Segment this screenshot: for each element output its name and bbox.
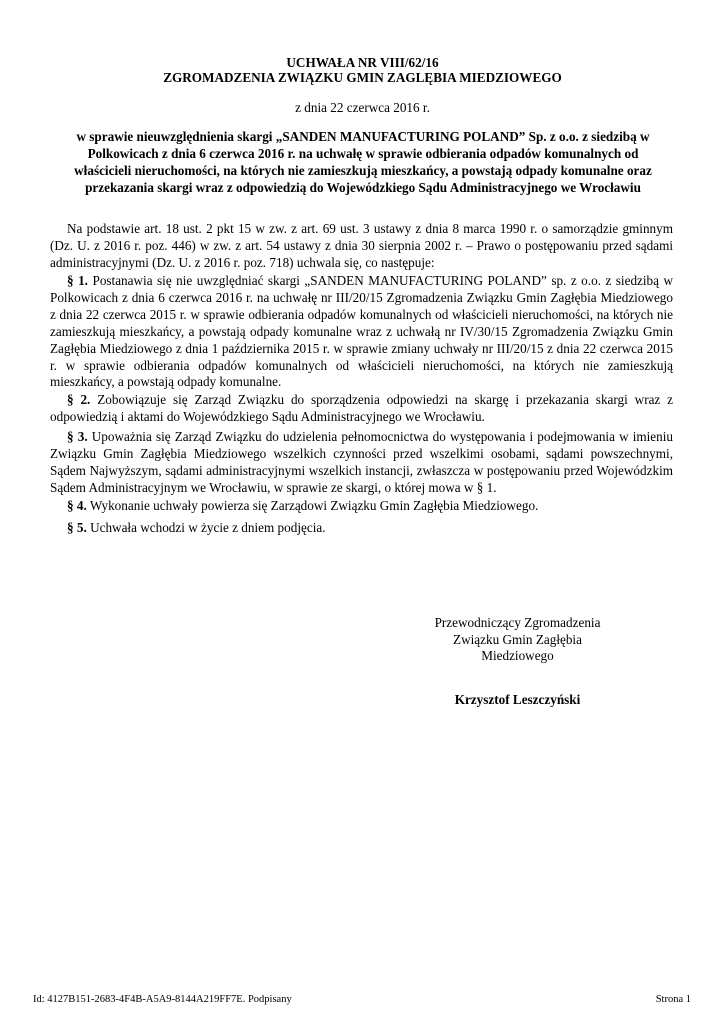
signatory-title-line-3: Miedziowego — [481, 648, 554, 663]
document-id: Id: 4127B151-2683-4F4B-A5A9-8144A219FF7E. Podpisany — [33, 994, 292, 1005]
resolution-date: z dnia 22 czerwca 2016 r. — [295, 100, 430, 115]
paragraph-5-label: § 5. — [67, 520, 87, 535]
paragraph-1-text: Postanawia się nie uwzględniać skargi „SANDEN MANUFACTURING POLAND” sp. z o.o. z siedzibą w Polkowicach z dnia 6 czerwca 2016 r. na uchwałę nr III/20/15 Zgromadzenia Związku Gmin Zagłębia Miedziowego z dnia 22 czerwca 2015 r. w sprawie odbierania odpadów komunalnych od właścicieli nieruchomości, na których nie zamieszkują mieszkańcy, a powstają odpady komunalne wraz z uchwałą nr IV/30/15 Zgromadzenia Związku Gmin Zagłębia Miedziowego z dnia 1 października 2015 r. w sprawie zmiany uchwały nr III/20/15 z dnia 22 czerwca 2015 r. w sprawie odbierania odpadów komunalnych od właścicieli nieruchomości, na których nie zamieszkują mieszkańcy, a powstają odpady komunalne. — [50, 273, 674, 390]
signatory-name: Krzysztof Leszczyński — [454, 692, 581, 707]
resolution-issuer: ZGROMADZENIA ZWIĄZKU GMIN ZAGLĘBIA MIEDZIOWEGO — [163, 70, 562, 85]
paragraph-5-text: Uchwała wchodzi w życie z dniem podjęcia. — [90, 520, 326, 535]
paragraph-5 — [50, 520, 673, 537]
paragraph-1 — [50, 273, 673, 391]
paragraph-3-text: Upoważnia się Zarząd Związku do udzielenia pełnomocnictwa do występowania i podejmowania w imieniu Związku Gmin Zagłębia Miedziowego wszelkich czynności przed wszelkimi osobami, sądami powszechnymi, Sądem Najwyższym, sądami administracyjnymi wszelkich instancji, zwłaszcza w postępowaniu przed Wojewódzkim Sądem Administracyjnym we Wrocławiu, w sprawie ze skargi, o której mowa w § 1. — [50, 429, 674, 495]
paragraph-1-label: § 1. — [67, 273, 88, 288]
paragraph-3-label: § 3. — [67, 429, 88, 444]
paragraph-4 — [50, 498, 673, 515]
resolution-number: UCHWAŁA NR VIII/62/16 — [286, 55, 439, 70]
legal-basis: Na podstawie art. 18 ust. 2 pkt 15 w zw. z art. 69 ust. 3 ustawy z dnia 8 marca 1990 r. o samorządzie gminnym (Dz. U. z 2016 r. poz. 446) w zw. z art. 54 ustawy z dnia 30 sierpnia 2002 r. – Prawo o postępowaniu przed sądami administracyjnymi (Dz. U. z 2016 r. poz. 718) uchwala się, co następuje: — [50, 221, 673, 270]
paragraph-3 — [50, 429, 673, 497]
resolution-subject: w sprawie nieuwzględnienia skargi „SANDEN MANUFACTURING POLAND” Sp. z o.o. z siedzibą w Polkowicach z dnia 6 czerwca 2016 r. na uchwałę w sprawie odbierania odpadów komunalnych od właścicieli nieruchomości, na których nie zamieszkują mieszkańcy, a powstają odpady komunalne oraz przekazania skargi wraz z odpowiedzią do Wojewódzkiego Sądu Administracyjnego we Wrocławiu — [74, 129, 652, 195]
paragraph-4-text: Wykonanie uchwały powierza się Zarządowi Związku Gmin Zagłębia Miedziowego. — [89, 498, 539, 513]
signatory-title-line-1: Przewodniczący Zgromadzenia — [434, 615, 601, 630]
paragraph-2-label: § 2. — [67, 392, 91, 407]
signatory-title-line-2: Związku Gmin Zagłębia — [453, 632, 582, 647]
page-number: Strona 1 — [655, 994, 691, 1005]
paragraph-2 — [50, 392, 673, 426]
paragraph-4-label: § 4. — [67, 498, 87, 513]
paragraph-2-text: Zobowiązuje się Zarząd Związku do sporządzenia odpowiedzi na skargę i przekazania skargi wraz z odpowiedzią i aktami do Wojewódzkiego Sądu Administracyjnego we Wrocławiu. — [50, 392, 674, 424]
